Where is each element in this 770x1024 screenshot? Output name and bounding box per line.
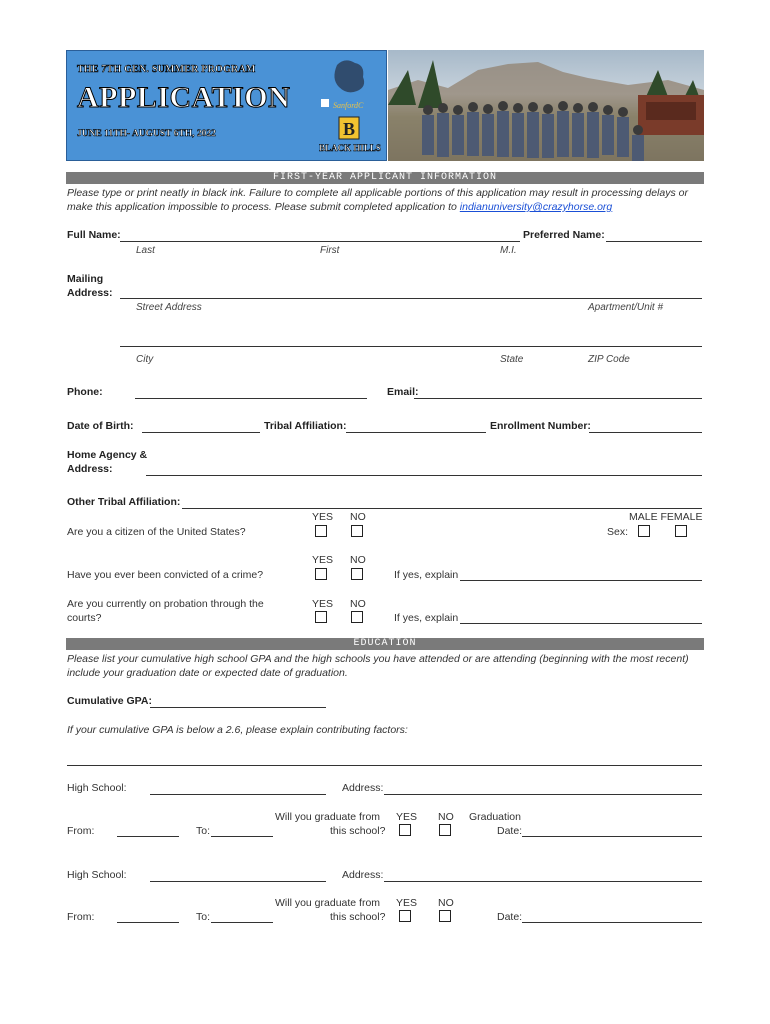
apt-hint: Apartment/Unit #	[588, 302, 664, 313]
logo-icon	[319, 57, 381, 157]
from-2-label: From:	[67, 911, 95, 923]
will-graduate-1-line-1: Will you graduate from	[275, 811, 381, 823]
application-title: APPLICATION	[77, 81, 291, 114]
graduate-1-yes-checkbox[interactable]	[399, 824, 411, 836]
state-hint: State	[500, 354, 524, 365]
dob-field[interactable]	[142, 432, 260, 433]
graduation-2-date-label: Date:	[497, 911, 523, 923]
from-1-label: From:	[67, 825, 95, 837]
email-link[interactable]: indianuniversity@crazyhorse.org	[459, 201, 613, 213]
enrollment-field[interactable]	[589, 432, 702, 433]
svg-text:SanfordC: SanfordC	[333, 101, 364, 110]
email-label: Email:	[387, 386, 419, 398]
section-bar-education: EDUCATION	[66, 638, 704, 650]
probation-question-1: Are you currently on probation through the	[67, 598, 264, 610]
convicted-no-checkbox[interactable]	[351, 568, 363, 580]
probation-yes-checkbox[interactable]	[315, 611, 327, 623]
home-agency-label-1: Home Agency &	[67, 449, 148, 461]
graduation-1-label: Graduation	[469, 811, 521, 823]
probation-explain-field[interactable]	[460, 623, 702, 624]
dob-label: Date of Birth:	[67, 420, 134, 432]
gpa-label: Cumulative GPA:	[67, 695, 152, 707]
graduate-1-no-header: NO	[438, 811, 454, 823]
sex-label: Sex:	[607, 526, 629, 538]
gpa-explain-field[interactable]	[67, 765, 702, 766]
svg-text:B: B	[343, 119, 356, 139]
graduate-2-no-header: NO	[438, 897, 454, 909]
sex-male-checkbox[interactable]	[638, 525, 650, 537]
gpa-note: If your cumulative GPA is below a 2.6, please explain contributing factors:	[67, 724, 408, 736]
convicted-no-header: NO	[350, 554, 366, 566]
convicted-yes-header: YES	[312, 554, 334, 566]
intro-line-2: make this application impossible to process. Please submit completed application to	[67, 201, 460, 213]
high-school-2-label: High School:	[67, 869, 127, 881]
citizen-yes-header: YES	[312, 511, 334, 523]
logo-text: BLACK HILLS	[319, 143, 381, 153]
program-name: THE 7TH GEN. SUMMER PROGRAM	[77, 64, 256, 75]
convicted-yes-checkbox[interactable]	[315, 568, 327, 580]
to-2-label: To:	[196, 911, 211, 923]
graduation-2-date-field[interactable]	[522, 922, 702, 923]
program-dates: JUNE 11TH- AUGUST 6TH, 2022	[77, 129, 216, 139]
graduate-2-yes-header: YES	[396, 897, 418, 909]
citizen-no-header: NO	[350, 511, 366, 523]
zip-hint: ZIP Code	[588, 354, 630, 365]
street-address-field[interactable]	[120, 298, 702, 299]
graduate-2-no-checkbox[interactable]	[439, 910, 451, 922]
section-bar-applicant-info: FIRST-YEAR APPLICANT INFORMATION	[66, 172, 704, 184]
graduation-1-date-label: Date:	[497, 825, 523, 837]
mailing-label-2: Address:	[67, 287, 113, 299]
city-hint: City	[136, 354, 154, 365]
other-tribal-field[interactable]	[182, 508, 702, 509]
full-name-label: Full Name:	[67, 229, 121, 241]
black-hills-logo	[319, 57, 381, 157]
enrollment-label: Enrollment Number:	[490, 420, 591, 432]
education-intro-line-2: include your graduation date or expected date of graduation.	[67, 667, 348, 679]
education-intro-line-1: Please list your cumulative high school GPA and the high schools you have attended or are attending (beginning with the most recent)	[67, 653, 689, 665]
sex-header: MALE FEMALE	[629, 511, 703, 523]
probation-question-2: courts?	[67, 612, 102, 624]
citizen-yes-checkbox[interactable]	[315, 525, 327, 537]
gpa-field[interactable]	[150, 707, 326, 708]
preferred-name-field[interactable]	[606, 241, 702, 242]
home-agency-field[interactable]	[146, 475, 702, 476]
first-hint: First	[320, 245, 340, 256]
intro-text	[67, 186, 707, 214]
to-1-label: To:	[196, 825, 211, 837]
probation-yes-header: YES	[312, 598, 334, 610]
street-hint: Street Address	[136, 302, 202, 313]
school-2-address-field[interactable]	[384, 881, 702, 882]
header-banner	[66, 50, 387, 161]
other-tribal-label: Other Tribal Affiliation:	[67, 496, 181, 508]
citizen-question: Are you a citizen of the United States?	[67, 526, 246, 538]
high-school-2-field[interactable]	[150, 881, 326, 882]
city-state-zip-field[interactable]	[120, 346, 702, 347]
from-2-field[interactable]	[117, 922, 179, 923]
school-2-address-label: Address:	[342, 869, 384, 881]
phone-field[interactable]	[135, 398, 367, 399]
last-hint: Last	[136, 245, 155, 256]
school-1-address-field[interactable]	[384, 794, 702, 795]
email-field[interactable]	[414, 398, 702, 399]
school-1-address-label: Address:	[342, 782, 384, 794]
home-agency-label-2: Address:	[67, 463, 113, 475]
will-graduate-2-line-2: this school?	[330, 911, 386, 923]
probation-no-checkbox[interactable]	[351, 611, 363, 623]
convicted-question: Have you ever been convicted of a crime?	[67, 569, 264, 581]
preferred-name-label: Preferred Name:	[523, 229, 605, 241]
high-school-1-field[interactable]	[150, 794, 326, 795]
graduation-1-date-field[interactable]	[522, 836, 702, 837]
citizen-no-checkbox[interactable]	[351, 525, 363, 537]
mi-hint: M.I.	[500, 245, 517, 256]
intro-line-1: Please type or print neatly in black ink. Failure to complete all applicable portions of this application may result in processing delays or	[67, 187, 688, 199]
will-graduate-2-line-1: Will you graduate from	[275, 897, 381, 909]
mailing-label-1: Mailing	[67, 273, 104, 285]
convicted-explain-field[interactable]	[460, 580, 702, 581]
tribal-affiliation-field[interactable]	[346, 432, 486, 433]
will-graduate-1-line-2: this school?	[330, 825, 386, 837]
phone-label: Phone:	[67, 386, 103, 398]
sex-female-checkbox[interactable]	[675, 525, 687, 537]
high-school-1-label: High School:	[67, 782, 127, 794]
graduate-1-no-checkbox[interactable]	[439, 824, 451, 836]
education-intro	[67, 652, 707, 680]
group-photo	[388, 50, 704, 161]
graduate-1-yes-header: YES	[396, 811, 418, 823]
to-2-field[interactable]	[211, 922, 273, 923]
probation-no-header: NO	[350, 598, 366, 610]
tribal-affiliation-label: Tribal Affiliation:	[264, 420, 347, 432]
from-1-field[interactable]	[117, 836, 179, 837]
to-1-field[interactable]	[211, 836, 273, 837]
probation-explain-label: If yes, explain	[394, 612, 459, 624]
convicted-explain-label: If yes, explain	[394, 569, 459, 581]
full-name-field[interactable]	[120, 241, 520, 242]
graduate-2-yes-checkbox[interactable]	[399, 910, 411, 922]
